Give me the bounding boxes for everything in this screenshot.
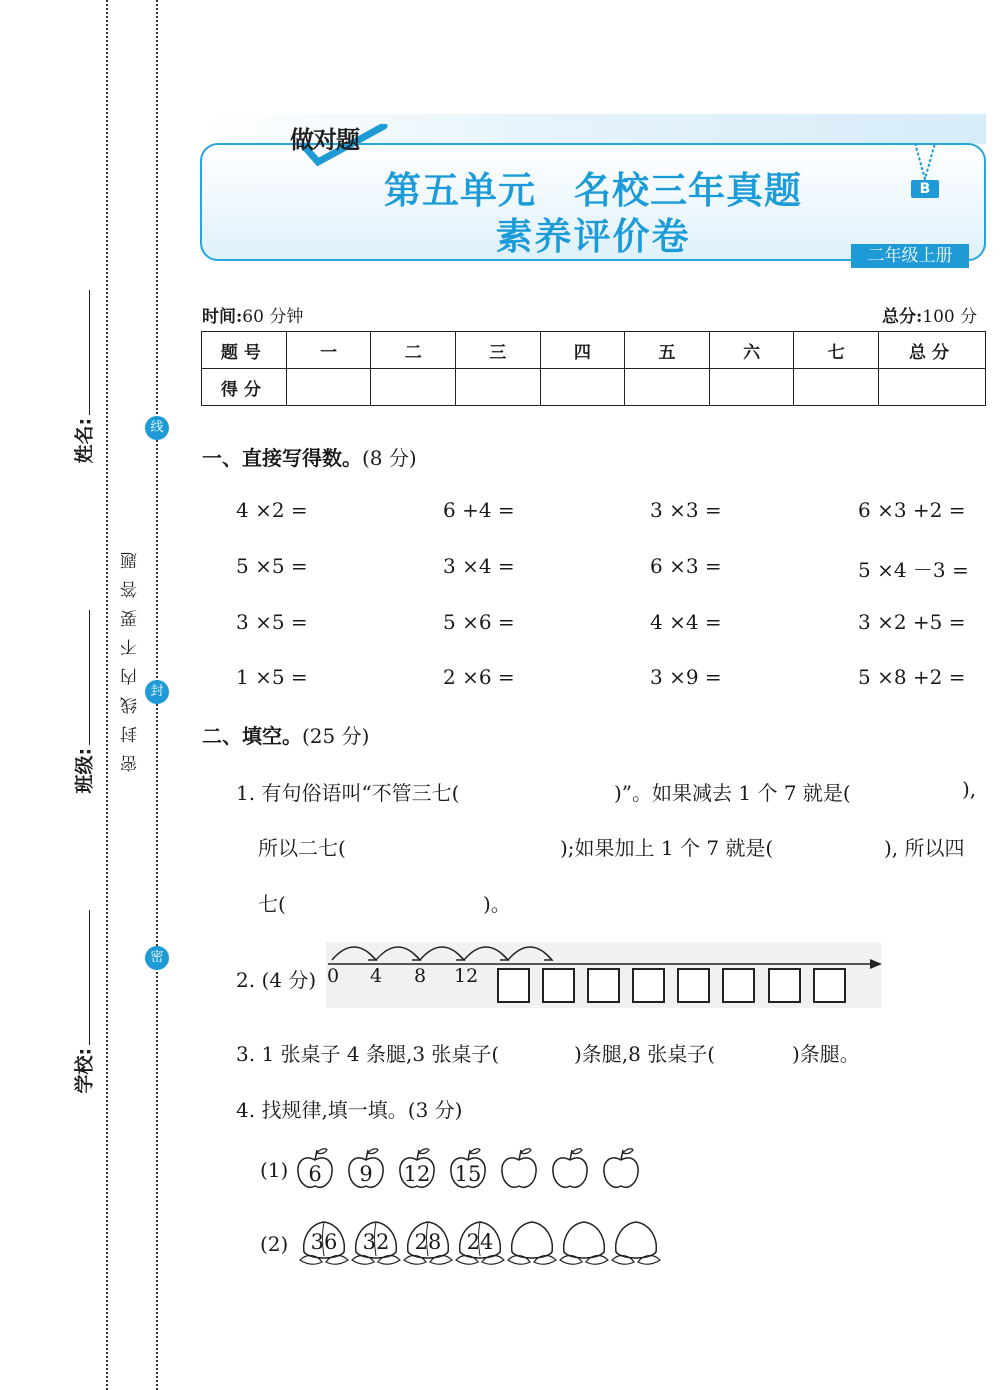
q4-row2-label: (2): [260, 1232, 289, 1256]
q2-label: 2. (4 分): [236, 968, 317, 992]
number-line-answer-box[interactable]: [722, 968, 755, 1003]
number-line-answer-box[interactable]: [542, 968, 575, 1003]
name-write-line[interactable]: [89, 290, 90, 415]
apple-icon: [449, 1146, 487, 1192]
time-label: 时间:: [202, 307, 243, 327]
apple-icon: [347, 1146, 385, 1192]
badge-ribbon-icon: [909, 143, 941, 183]
total-label: 总分:: [882, 307, 923, 327]
calc-item: 1 ×5 =: [236, 665, 308, 689]
calc-item: 6 +4 =: [443, 498, 515, 522]
calc-item: 3 ×4 =: [443, 554, 515, 578]
peach-number: 32: [362, 1230, 390, 1254]
class-write-line[interactable]: [89, 610, 90, 745]
table-header-cell: 二: [371, 332, 456, 369]
calc-item: 5 ×8 +2 =: [858, 665, 966, 689]
q1-text-e: );如果加上 1 个 7 就是(: [560, 836, 774, 860]
seal-line-mark: 线: [145, 416, 169, 440]
number-line-answer-box[interactable]: [632, 968, 665, 1003]
apple-icon[interactable]: [500, 1146, 538, 1192]
apple-number: 9: [359, 1162, 373, 1186]
brand-tag: 做对题: [290, 126, 359, 154]
table-header-cell: 总分: [878, 332, 985, 369]
apple-icon[interactable]: [602, 1146, 640, 1192]
score-cell[interactable]: [286, 369, 371, 406]
number-line-answer-box[interactable]: [587, 968, 620, 1003]
time-value: 60 分钟: [242, 307, 304, 327]
calc-item: 6 ×3 +2 =: [858, 498, 966, 522]
q1-text-d: 所以二七(: [258, 836, 346, 860]
q3-text-a: 3. 1 张桌子 4 条腿,3 张桌子(: [236, 1042, 500, 1066]
total-score-info: [882, 302, 977, 327]
peach-number: 28: [414, 1230, 442, 1254]
version-badge: B: [911, 180, 939, 198]
q3-text-c: )条腿。: [792, 1042, 860, 1066]
section1-heading: [202, 442, 417, 471]
peach-icon[interactable]: [610, 1218, 662, 1268]
calc-item: 3 ×5 =: [236, 610, 308, 634]
number-line-answer-box[interactable]: [677, 968, 710, 1003]
school-label: 学校:: [73, 1047, 96, 1094]
table-header-cell: 七: [794, 332, 879, 369]
q1-text-c: ),: [962, 777, 977, 801]
number-line-tick: 8: [414, 965, 427, 987]
score-cell[interactable]: [540, 369, 625, 406]
seal-secret-mark: 密: [145, 946, 169, 970]
time-info: [202, 302, 303, 327]
table-header-cell: 一: [286, 332, 371, 369]
calc-item: 4 ×4 =: [650, 610, 722, 634]
calc-item: 2 ×6 =: [443, 665, 515, 689]
number-line-answer-box[interactable]: [813, 968, 846, 1003]
table-header-cell: 三: [456, 332, 541, 369]
section2-points: (25 分): [302, 724, 370, 748]
score-table-header-row: [202, 332, 986, 369]
apple-icon: [398, 1146, 436, 1192]
calc-item: 3 ×3 =: [650, 498, 722, 522]
total-value: 100 分: [922, 307, 978, 327]
school-write-line[interactable]: [89, 910, 90, 1045]
number-line-tick: 0: [327, 965, 340, 987]
peach-icon: [350, 1218, 402, 1268]
score-cell[interactable]: [456, 369, 541, 406]
seal-seal-mark: 封: [145, 680, 169, 704]
score-cell[interactable]: [709, 369, 794, 406]
q1-text-f: ), 所以四: [884, 836, 965, 860]
calc-item: 5 ×6 =: [443, 610, 515, 634]
score-cell[interactable]: [625, 369, 710, 406]
grade-label: 二年级上册: [851, 244, 969, 268]
apple-number: 6: [308, 1162, 322, 1186]
section1-title: 一、直接写得数。: [202, 446, 362, 470]
q1-text-g: 七(: [258, 892, 286, 916]
section2-title: 二、填空。: [202, 724, 302, 748]
calc-item: 6 ×3 =: [650, 554, 722, 578]
page-title: 第五单元 名校三年真题: [384, 169, 802, 212]
peach-icon: [298, 1218, 350, 1268]
calc-item: 5 ×5 =: [236, 554, 308, 578]
binding-warning-text: 密封线内不要答题: [121, 540, 141, 772]
peach-icon: [402, 1218, 454, 1268]
calc-item: 5 ×4 －3 =: [858, 558, 969, 582]
calc-item: 4 ×2 =: [236, 498, 308, 522]
table-header-cell: 五: [625, 332, 710, 369]
name-label: 姓名:: [73, 417, 96, 464]
peach-number: 36: [310, 1230, 338, 1254]
score-cell-total[interactable]: [878, 369, 985, 406]
table-header-cell: 六: [709, 332, 794, 369]
q1-text-a: 1. 有句俗语叫“不管三七(: [236, 781, 460, 805]
peach-icon: [454, 1218, 506, 1268]
peach-icon[interactable]: [506, 1218, 558, 1268]
number-line-tick: 12: [454, 965, 479, 987]
score-table-score-row: [202, 369, 986, 406]
number-line-answer-box[interactable]: [768, 968, 801, 1003]
calc-item: 3 ×9 =: [650, 665, 722, 689]
q1-text-b: )”。如果减去 1 个 7 就是(: [614, 781, 851, 805]
calc-item: 3 ×2 +5 =: [858, 610, 966, 634]
apple-number: 12: [403, 1162, 431, 1186]
section1-points: (8 分): [362, 446, 417, 470]
number-line-tick: 4: [370, 965, 383, 987]
table-header-cell: 四: [540, 332, 625, 369]
binding-dotted-line-outer: [106, 0, 108, 1390]
apple-number: 15: [454, 1162, 482, 1186]
apple-icon: [296, 1146, 334, 1192]
q4-title: 4. 找规律,填一填。(3 分): [236, 1098, 463, 1122]
table-header-cell: 题号: [202, 332, 287, 369]
score-cell[interactable]: [794, 369, 879, 406]
section2-heading: [202, 720, 369, 749]
score-row-label: 得分: [202, 369, 287, 406]
page-subtitle: 素养评价卷: [495, 215, 691, 258]
q3-text-b: )条腿,8 张桌子(: [574, 1042, 716, 1066]
number-line-answer-box[interactable]: [497, 968, 530, 1003]
q1-text-h: )。: [483, 892, 511, 916]
score-table: [201, 331, 986, 406]
score-cell[interactable]: [371, 369, 456, 406]
class-label: 班级:: [73, 747, 96, 794]
apple-icon[interactable]: [551, 1146, 589, 1192]
q4-row1-label: (1): [260, 1158, 289, 1182]
peach-number: 24: [466, 1230, 494, 1254]
peach-icon[interactable]: [558, 1218, 610, 1268]
